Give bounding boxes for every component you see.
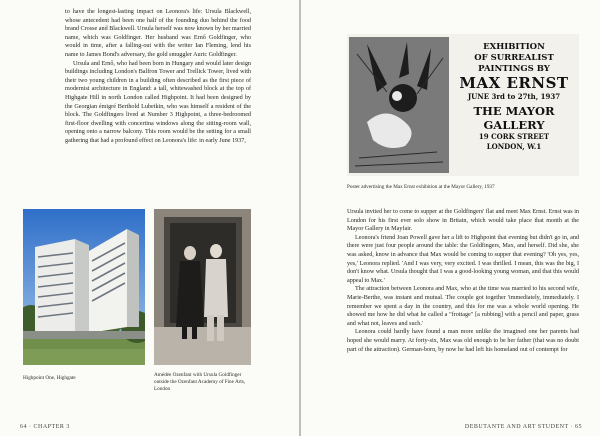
poster-line-7: GALLERY [483,118,545,132]
right-paragraph-4: Leonora could hardly have found a man more unlike the imagined one her parents had hoped she would marry. At forty-six, Max was old enough to be her father (that was no doubt part of the attraction). German-born, by now he had left his homeland out of contempt for [347,329,579,353]
left-paragraph-1: to have the longest-lasting impact on Leonora's life: Ursula Blackwell, whose antecedent had been one half of the founding duo behind the food brand Crosse and Blackwell. Ursula herself was now known by her married name, which was Goldfinger. Her husband was Ernő Goldfinger, who would in time, after a falling-out with the writer Ian Fleming, lend his name to James Bond's adversary, the gold smuggler Auric Goldfinger. [65,9,251,58]
left-folio: 64 · CHAPTER 3 [20,424,70,430]
poster-line-4: MAX ERNST [459,74,569,92]
left-body-text [65,8,251,146]
poster-line-5: JUNE 3rd to 27th, 1937 [467,92,561,101]
right-body-text [347,208,579,354]
poster-line-1: EXHIBITION [483,42,545,52]
right-paragraph-1: Ursula invited her to come to supper at the Goldfingers' flat and meet Max Ernst. Ernst was in London for his first ever solo show in Britain, which would take place that month at the Mayor Gallery in Mayfair. [347,209,579,233]
poster-text-block [451,42,577,152]
highpoint-caption: Highpoint One, Highgate [23,375,76,381]
right-paragraph-3: The attraction between Leonora and Max, who at the time was married to his second wife, Marie-Berthe, was instant and mutual. The couple got together 'immediately, immediately. I remember we spent a day in the country, and this for me was a whole world opening. He showed me how he did what he called a "frottage" [a rubbing] with a pencil and paper, grass and what not, leaves and such.' [347,286,579,327]
poster-line-9: LONDON, W.1 [486,142,542,151]
max-ernst-poster [347,34,579,176]
ozenfant-photo [154,209,251,365]
highpoint-photo [23,209,145,365]
poster-line-3: PAINTINGS BY [478,64,550,74]
right-folio: DEBUTANTE AND ART STUDENT · 65 [464,424,582,430]
right-page [301,0,600,436]
poster-caption: Poster advertising the Max Ernst exhibition at the Mayor Gallery, 1937 [347,184,495,190]
poster-line-8: 19 CORK STREET [478,132,550,141]
right-paragraph-2: Leonora's friend Joan Powell gave her a lift to Highpoint that evening but didn't go in, and there were just four people around the table: the Goldfingers, Max, and herself. Did she, she was asked, know in advance that Max would be coming to supper that evening? 'Oh yes, yes, yes,' Leonora replied. 'And I was very, very excited. I was thrilled. I mean, this was the big, I don't know what. Ursula thought that I was a good-looking young woman, and that this would appeal to Max.' [347,234,579,284]
poster-line-2: OF SURREALIST [474,53,554,63]
ozenfant-caption: Amédée Ozenfant with Ursula Goldfinger outside the Ozenfant Academy of Fine Arts, London [154,372,246,392]
left-page [0,0,299,436]
poster-line-6: THE MAYOR [473,104,555,118]
left-paragraph-2: Ursula and Ernő, who had been born in Hungary and would later design buildings including London's Balfron Tower and Trellick Tower, lived with their two young children in a building often described as the first piece of modernist architecture in England: a tall, whitewashed block at the top of Highgate Hill in north London called Highpoint. It had been designed by the Georgian émigré Berthold Lubetkin, who was himself a resident of the block. The Goldfingers lived at Number 3 Highpoint, a three-bedroomed first-floor dwelling with concertina windows along the sitting-room wall, opening onto a narrow balcony. This room would be the setting for a small gathering that had a profound effect on Leonora's life: in early June 1937, [65,60,251,144]
